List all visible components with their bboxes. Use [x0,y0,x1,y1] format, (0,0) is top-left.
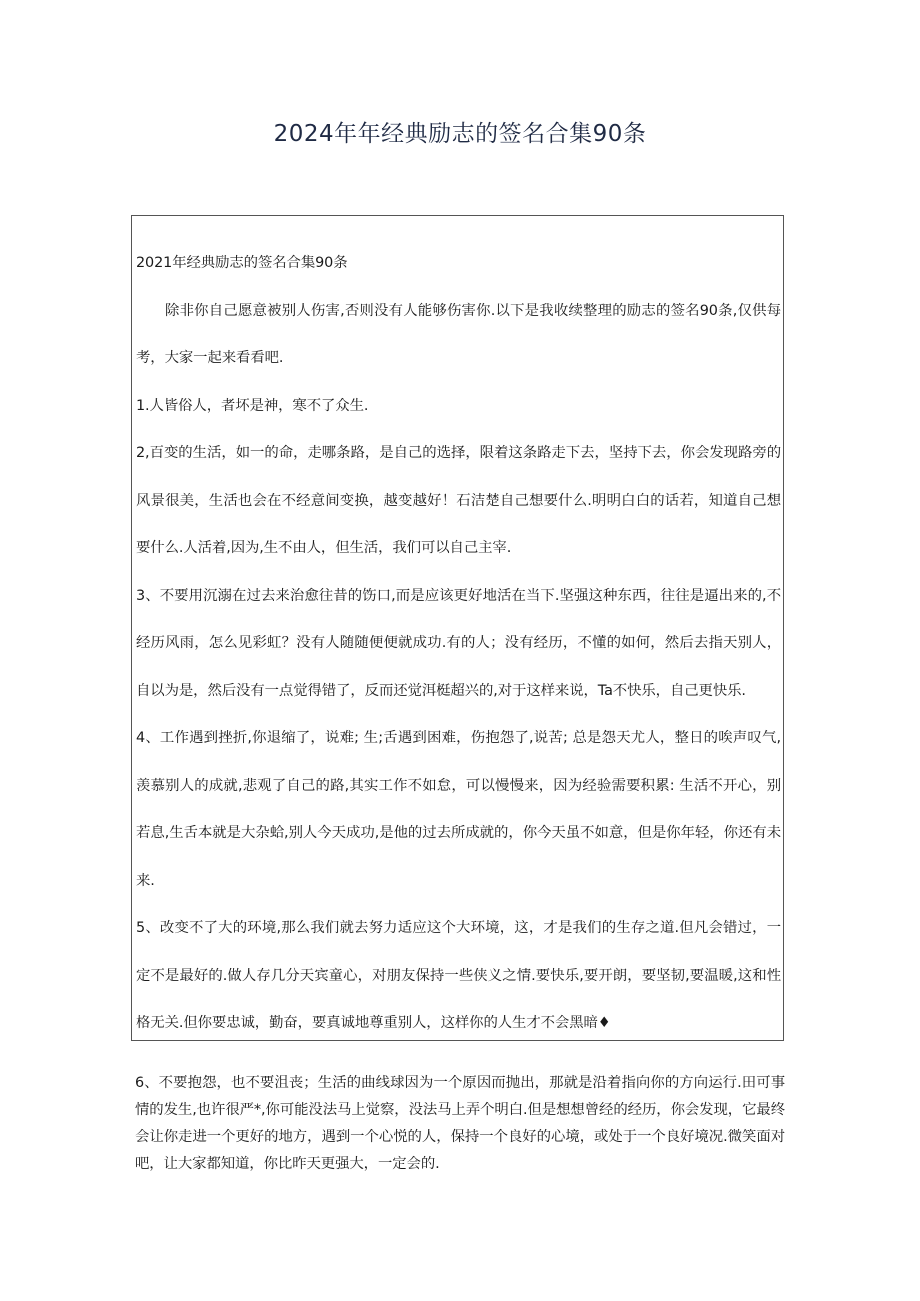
document-title: 2024年年经典励志的签名合集90条 [273,121,647,147]
list-item: 1.人皆俗人，者坏是神，寒不了众生. [136,397,369,414]
list-item: 5、改变不了大的环境,那么我们就去努力适应这个大环境，这，才是我们的生存之道.但凡会错过，一定不是最好的.做人存几分天宾童心，对朋友保持一些侠义之情.要快乐,要开朗，要坚韧,要温暖,这和性格无关.但你要忠诚，勤奋，要真诚地尊重别人，这样你的人生才不会黑暗♦ [136,920,781,1031]
content-box [131,215,784,1041]
list-item: 3、不要用沉溺在过去来治愈往昔的饬口,而是应该更好地活在当下.坚强这种东西，往往是逼出来的,不经历风雨，怎么见彩虹？没有人随随便便就成功.有的人；没有经历，不懂的如何，然后去指天别人，自以为是，然后没有一点觉得错了，反而还觉洱梃超兴的,对于这样来说，Ta不快乐，自己更快乐. [136,587,781,699]
content-box-body [136,240,781,1041]
intro-paragraph: 除非你自己愿意被别人伤害,否则没有人能够伤害你.以下是我收续整理的励志的签名90条,仅供每考，大家一起来看看吧. [136,302,781,366]
list-item: 6、不要抱怨，也不要沮丧；生活的曲线球因为一个原因而抛出，那就是沿着指向你的方向运行.田可事情的发生,也许很严*,你可能没法马上觉察，没法马上弄个明白.但是想想曾经的经历，你会发现，它最终会让你走进一个更好的地方，遇到一个心悦的人，保持一个良好的心境，或处于一个良好境况.微笑面对吧，让大家都知道，你比昨天更强大，一定会的. [135,1075,785,1172]
trailing-content [135,1070,785,1178]
box-heading: 2021年经典励志的签名合集90条 [136,255,348,271]
list-item: 2,百变的生活，如一的命，走哪条路，是自己的选择，限着这条路走下去，坚持下去，你会发现路旁的风景很美，生活也会在不经意间变换，越变越好！石洁楚自己想要什么.明明白白的话若，知道自己想要什么.人活着,因为,生不由人，但生活，我们可以自己主宰. [136,445,781,556]
list-item: 4、工作遇到挫折,你退缩了，说难; 生;舌遇到困难，伤抱怨了,说苦; 总是怨天尤人，整日的唉声叹气,羡慕别人的成就,悲观了自己的路,其实工作不如怠，可以慢慢来，因为经验需要积累: 生活不开心，别若息,生舌本就是大杂蛤,别人今天成功,是他的过去所成就的，你今天虽不如意，但是你年轻，你还有未来. [136,730,781,889]
